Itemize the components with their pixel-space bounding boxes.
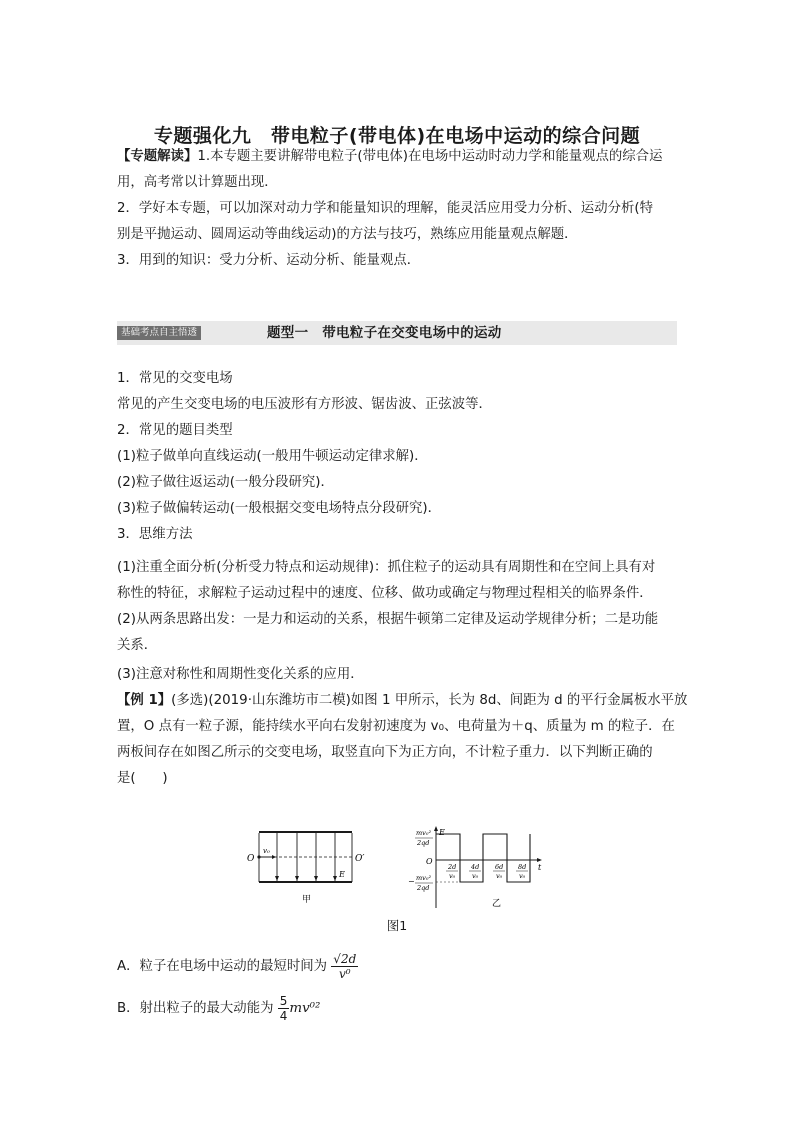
intro-text-1: 1.本专题主要讲解带电粒子(带电体)在电场中运动时动力学和能量观点的综合运 bbox=[197, 149, 663, 164]
option-b-numerator: 5 bbox=[279, 993, 288, 1008]
intro-label: 【专题解读】 bbox=[117, 149, 198, 164]
body-line-2: 常见的产生交变电场的电压波形有方形波、锯齿波、正弦波等． bbox=[117, 397, 492, 412]
option-b-text: B．射出粒子的最大动能为 bbox=[117, 1001, 274, 1016]
label-jia: 甲 bbox=[302, 895, 312, 905]
option-a-numerator: √2d bbox=[333, 951, 357, 966]
tick-4d: 4d bbox=[471, 863, 480, 871]
tick-2d-den: v₀ bbox=[449, 872, 456, 880]
example-label: 【例 1】 bbox=[117, 693, 172, 708]
label-v0-left: v₀ bbox=[263, 847, 270, 855]
body-line-12: (3)注意对称性和周期性变化关系的应用． bbox=[117, 667, 364, 682]
label-O-right: O bbox=[426, 857, 433, 866]
option-b-tail: mv⁰² bbox=[289, 1001, 321, 1016]
option-b bbox=[117, 994, 683, 1024]
label-emin-sign: − bbox=[408, 877, 415, 886]
body-line-11: 关系． bbox=[117, 638, 158, 653]
option-a-fraction bbox=[331, 953, 358, 980]
option-b-denominator: 4 bbox=[279, 1008, 288, 1023]
label-emin-num: mv₀² bbox=[416, 874, 432, 882]
body-line-7: 3．思维方法 bbox=[117, 527, 193, 542]
example-line-3: 两板间存在如图乙所示的交变电场，取竖直向下为正方向，不计粒子重力．以下判断正确的 bbox=[117, 745, 653, 760]
body-line-8: (1)注重全面分析(分析受力特点和运动规律)：抓住粒子的运动具有周期性和在空间上具有对 bbox=[117, 560, 656, 575]
label-emin-den: 2qd bbox=[417, 884, 430, 892]
example-text-1: (多选)(2019·山东潍坊市二模)如图 1 甲所示，长为 8d、间距为 d 的平行金属板水平放 bbox=[171, 693, 688, 708]
option-a bbox=[117, 952, 683, 982]
section-title: 题型一 带电粒子在交变电场中的运动 bbox=[267, 325, 502, 341]
body-line-9: 称性的特征，求解粒子运动过程中的速度、位移、做功或确定与物理过程相关的临界条件． bbox=[117, 586, 653, 601]
body-line-3: 2．常见的题目类型 bbox=[117, 423, 233, 438]
figure-1 bbox=[240, 826, 560, 912]
tick-8d-den: v₀ bbox=[519, 872, 526, 880]
label-emax-den: 2qd bbox=[417, 839, 430, 847]
page-title: 专题强化九 带电粒子(带电体)在电场中运动的综合问题 bbox=[153, 125, 641, 147]
label-O-prime: O′ bbox=[355, 854, 365, 864]
section-tag: 基础考点自主悟透 bbox=[117, 326, 201, 340]
figure-caption: 图1 bbox=[386, 918, 408, 933]
section-header bbox=[117, 321, 677, 345]
label-emax-num: mv₀² bbox=[416, 829, 432, 837]
tick-6d-den: v₀ bbox=[496, 872, 503, 880]
tick-2d: 2d bbox=[448, 863, 457, 871]
option-a-denominator: v⁰ bbox=[338, 966, 351, 981]
label-yi: 乙 bbox=[492, 899, 502, 909]
intro-line-1 bbox=[117, 144, 683, 170]
example-line-2: 置，O 点有一粒子源，能持续水平向右发射初速度为 v₀、电荷量为＋q、质量为 m 的粒子．在 bbox=[117, 719, 675, 734]
intro-line-4: 别是平抛运动、圆周运动等曲线运动)的方法与技巧，熟练应用能量观点解题． bbox=[117, 227, 578, 242]
body-line-6: (3)粒子做偏转运动(一般根据交变电场特点分段研究)． bbox=[117, 501, 442, 516]
option-a-text: A．粒子在电场中运动的最短时间为 bbox=[117, 959, 328, 974]
intro-line-2: 用，高考常以计算题出现． bbox=[117, 175, 278, 190]
label-t-axis: t bbox=[538, 863, 542, 872]
label-E-left: E bbox=[339, 870, 345, 879]
body-line-5: (2)粒子做往返运动(一般分段研究)． bbox=[117, 475, 334, 490]
tick-4d-den: v₀ bbox=[472, 872, 479, 880]
tick-6d: 6d bbox=[495, 863, 504, 871]
body-line-4: (1)粒子做单向直线运动(一般用牛顿运动定律求解)． bbox=[117, 449, 428, 464]
body-line-10: (2)从两条思路出发：一是力和运动的关系，根据牛顿第二定律及运动学规律分析；二是功能 bbox=[117, 612, 659, 627]
example-line-1 bbox=[117, 688, 688, 714]
example-line-4: 是( ) bbox=[117, 771, 168, 786]
label-E-axis: E bbox=[439, 828, 445, 837]
intro-line-3: 2．学好本专题，可以加深对动力学和能量知识的理解，能灵活应用受力分析、运动分析(特 bbox=[117, 201, 653, 216]
label-O-left: O bbox=[247, 854, 255, 864]
tick-8d: 8d bbox=[518, 863, 527, 871]
figure-left-plates bbox=[257, 832, 352, 882]
option-b-fraction bbox=[278, 995, 290, 1022]
intro-line-5: 3．用到的知识：受力分析、运动分析、能量观点． bbox=[117, 253, 421, 268]
body-line-1: 1．常见的交变电场 bbox=[117, 371, 233, 386]
